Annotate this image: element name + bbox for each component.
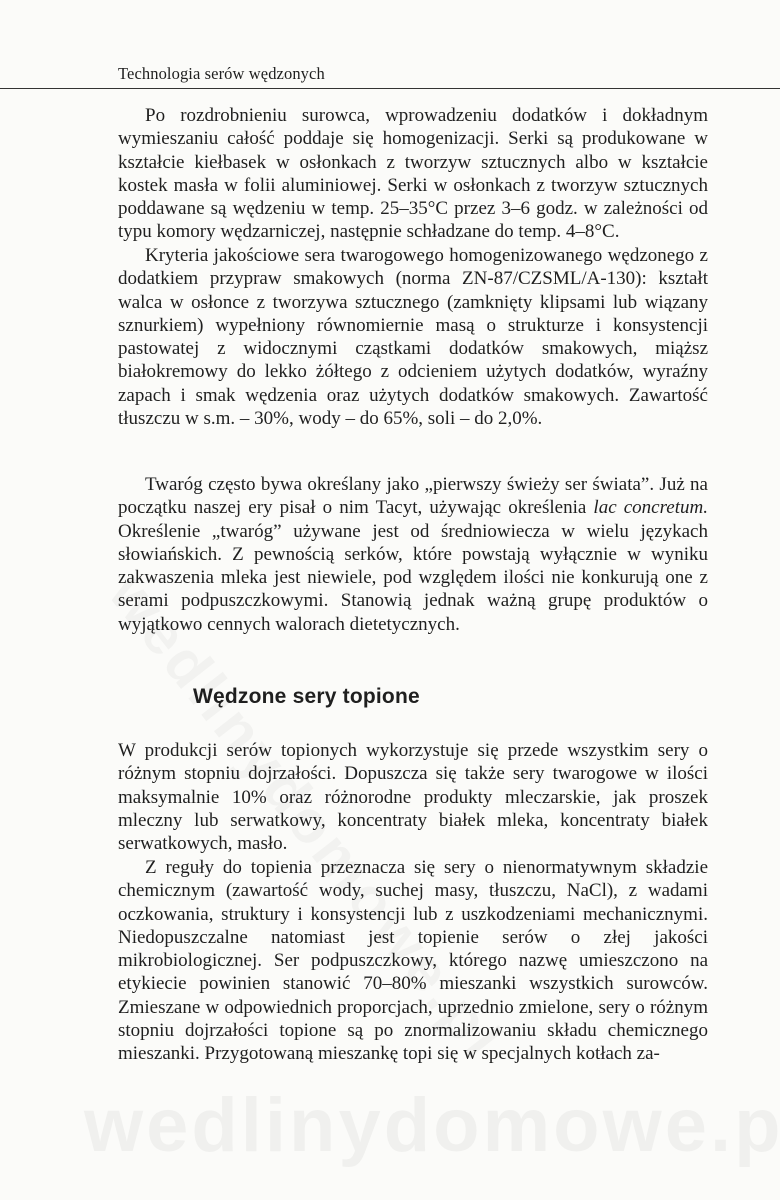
paragraph-quality-criteria: Kryteria jakościowe sera twarogowego homogenizowanego wędzonego z dodatkiem przypraw smakowych (norma ZN-87/CZSML/A-130): kształt walca w osłonce z tworzywa sztucznego (zamknięty klipsami lub wiązany sznurkiem) wypełniony równomiernie masą o strukturze i konsystencji pastowatej z widocznymi cząstkami dodatków smakowych, miąższ białokremowy do lekko żółtego z odcieniem użytych dodatków, wyraźny zapach i smak wędzenia oraz użytych dodatków smakowych. Zawartość tłuszczu w s.m. – 30%, wody – do 65%, soli – do 2,0%.: [118, 245, 708, 430]
section-heading: Wędzone sery topione: [193, 685, 420, 708]
latin-term: lac concretum.: [593, 497, 708, 519]
paragraph-processed-cheese-raw-materials: W produkcji serów topionych wykorzystuje się przede wszystkim sery o różnym stopniu dojrzałości. Dopuszcza się także sery twarogowe w ilości maksymalnie 10% oraz różnorodne produkty mleczarskie, jak proszek mleczny lub serwatkowy, koncentraty białek mleka, koncentraty białek serwatkowych, masło.: [118, 740, 708, 855]
paragraph-processed-cheese-melting: Z reguły do topienia przeznacza się sery o nienormatywnym składzie chemicznym (zawartość wody, suchej masy, tłuszczu, NaCl), z wadami oczkowania, struktury i konsystencji lub z uszkodzeniami mechanicznymi. Niedopuszczalne natomiast jest topienie serów o złej jakości mikrobiologicznej. Ser podpuszczkowy, którego nazwę umieszczono na etykiecie powinien stanowić 70–80% mieszanki wszystkich surowców. Zmieszane w odpowiednich proporcjach, uprzednio zmielone, sery o różnym stopniu dojrzałości topione są po znormalizowaniu składu chemicznego mieszanki. Przygotowaną mieszankę topi się w specjalnych kotłach za-: [118, 857, 708, 1065]
watermark-bottom: [84, 1082, 724, 1169]
header-rule: [0, 88, 780, 89]
paragraph-twarog-history-end: Określenie „twaróg” używane jest od średniowiecza w wielu językach słowiańskich. Z pewnością serków, które powstają wyłącznie w wyniku zakwaszenia mleka jest niewiele, pod względem ilości nie konkurują one z serami podpuszczkowymi. Stanowią jednak ważną grupę produktów o wyjątkowo cennych walorach dietetycznych.: [118, 520, 708, 635]
paragraph-twarog-history: [118, 473, 708, 636]
paragraph-twarog-history-start: Twaróg często bywa określany jako „pierwszy świeży ser świata”. Już na początku naszej ery pisał o nim Tacyt, używając określenia: [118, 474, 708, 519]
paragraph-homogenization: Po rozdrobnieniu surowca, wprowadzeniu dodatków i dokładnym wymieszaniu całość poddaje się homogenizacji. Serki są produkowane w kształcie kiełbasek w osłonkach z tworzyw sztucznych albo w kształcie kostek masła w folii aluminiowej. Serki w osłonkach z tworzyw sztucznych poddawane są wędzeniu w temp. 25–35°C przez 3–6 godz. w zależności od typu komory wędzarniczej, następnie schładzane do temp. 4–8°C.: [118, 105, 708, 243]
running-header: Technologia serów wędzonych: [118, 64, 325, 83]
